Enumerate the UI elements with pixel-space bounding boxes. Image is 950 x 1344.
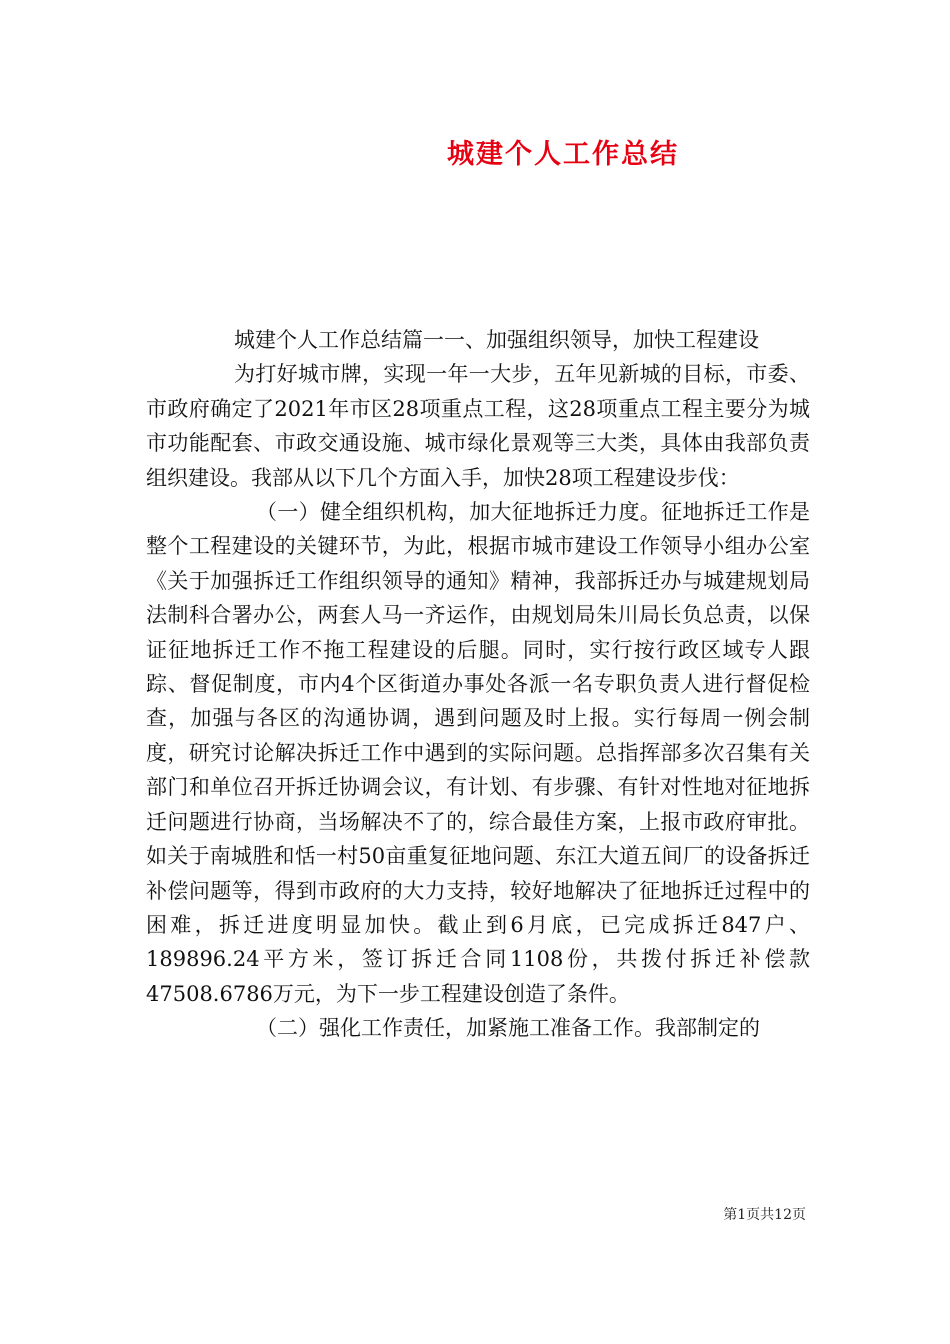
page-number-footer: 第1页共12页 bbox=[723, 1207, 806, 1223]
intro-heading-paragraph: 城建个人工作总结篇一一、加强组织领导，加快工程建设 bbox=[234, 328, 759, 352]
document-title: 城建个人工作总结 bbox=[447, 139, 679, 170]
section-two-paragraph: （二）强化工作责任，加紧施工准备工作。我部制定的 bbox=[256, 1016, 760, 1041]
document-body bbox=[146, 323, 810, 1046]
section-one-paragraph: （一）健全组织机构，加大征地拆迁力度。征地拆迁工作是整个工程建设的关键环节，为此，根据市城市建设工作领导小组办公室《关于加强拆迁工作组织领导的通知》精神，我部拆迁办与城建规划局法制科合署办公，两套人马一齐运作，由规划局朱川局长负总责，以保证征地拆迁工作不拖工程建设的后腿。同时，实行按行政区域专人跟踪、督促制度，市内4个区街道办事处各派一名专职负责人进行督促检查，加强与各区的沟通协调，遇到问题及时上报。实行每周一例会制度，研究讨论解决拆迁工作中遇到的实际问题。总指挥部多次召集有关部门和单位召开拆迁协调会议，有计划、有步骤、有针对性地对征地拆迁问题进行协商，当场解决不了的，综合最佳方案，上报市政府审批。如关于南城胜和恬一村50亩重复征地问题、东江大道五间厂的设备拆迁补偿问题等，得到市政府的大力支持，较好地解决了征地拆迁过程中的困难，拆迁进度明显加快。截止到6月底，已完成拆迁847户、189896.24平方米，签订拆迁合同1108份，共拨付拆迁补偿款47508.6786万元，为下一步工程建设创造了条件。 bbox=[146, 500, 810, 1006]
body-paragraph: 为打好城市牌，实现一年一大步，五年见新城的目标，市委、市政府确定了2021年市区28项重点工程，这28项重点工程主要分为城市功能配套、市政交通设施、城市绿化景观等三大类，具体由我部负责组织建设。我部从以下几个方面入手，加快28项工程建设步伐： bbox=[146, 362, 810, 490]
